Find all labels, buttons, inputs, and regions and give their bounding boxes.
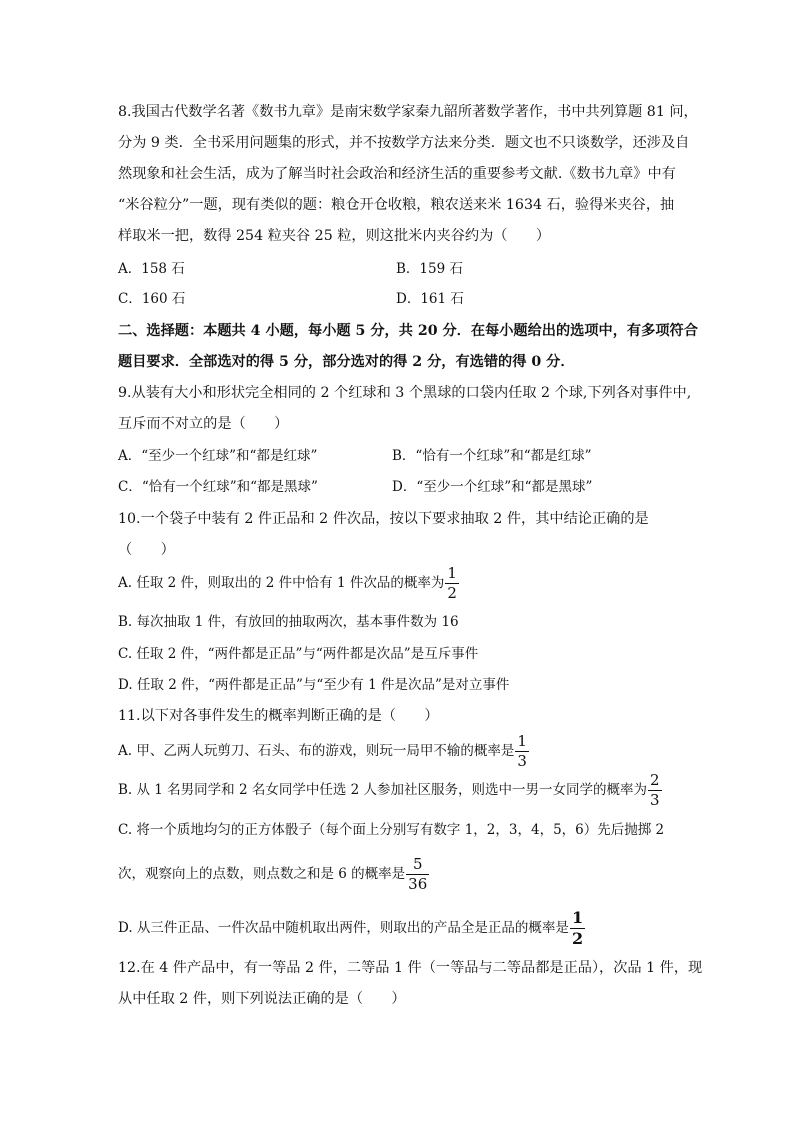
- q11-option-c-line-2: [118, 857, 430, 892]
- fraction-numerator: 5: [412, 855, 423, 873]
- q11-stem: 11.以下对各事件发生的概率判断正确的是（ ）: [118, 708, 439, 724]
- q11-option-d-text: D. 从三件正品、一件次品中随机取出两件，则取出的产品全是正品的概率是: [118, 920, 569, 936]
- q11-option-c-line-1: C. 将一个质地均匀的正方体骰子（每个面上分别写有数字 1，2，3，4，5，6）先后抛掷 2: [118, 822, 665, 838]
- q8-option-a: A．158 石: [118, 261, 185, 277]
- q10-option-b: B. 每次抽取 1 件，有放回的抽取两次，基本事件数为 16: [118, 614, 459, 630]
- q11-option-b-text: B. 从 1 名男同学和 2 名女同学中任选 2 人参加社区服务，则选中一男一女同学的概率为: [118, 782, 648, 798]
- fraction-denominator: 2: [571, 929, 584, 948]
- fraction-numerator: 1: [571, 908, 584, 927]
- q8-option-d: D．161 石: [396, 291, 464, 307]
- q8-line-5: 样取米一把，数得 254 粒夹谷 25 粒，则这批米内夹谷约为（ ）: [118, 228, 551, 244]
- q10-option-d: D. 任取 2 件，“两件都是正品”与“至少有 1 件是次品”是对立事件: [118, 677, 510, 693]
- fraction: [445, 566, 459, 601]
- q11-option-a: [118, 734, 530, 769]
- q11-option-c-text: 次，观察向上的点数，则点数之和是 6 的概率是: [118, 866, 406, 882]
- q9-line-2: 互斥而不对立的是（ ）: [118, 416, 289, 432]
- q12-line-2: 从中任取 2 件，则下列说法正确的是（ ）: [118, 991, 406, 1007]
- fraction-denominator: 3: [517, 752, 527, 770]
- fraction: [515, 734, 529, 769]
- fraction: [648, 773, 662, 808]
- q11-option-b: [118, 773, 663, 808]
- fraction: [570, 910, 585, 947]
- q10-line-2: （ ）: [118, 542, 175, 558]
- q11-option-d: [118, 910, 586, 947]
- fraction: [406, 857, 429, 892]
- q10-option-a-text: A. 任取 2 件，则取出的 2 件中恰有 1 件次品的概率为: [118, 575, 445, 591]
- q10-line-1: 10.一个袋子中装有 2 件正品和 2 件次品，按以下要求抽取 2 件，其中结论正确的是: [118, 511, 649, 527]
- q11-option-a-text: A. 甲、乙两人玩剪刀、石头、布的游戏，则玩一局甲不输的概率是: [118, 743, 515, 759]
- fraction-denominator: 36: [408, 875, 428, 893]
- q8-line-4: “米谷粒分”一题，现有类似的题：粮仓开仓收粮，粮农送来米 1634 石，验得米夹谷，抽: [118, 197, 675, 213]
- q9-option-d: D．“至少一个红球”和“都是黑球”: [392, 479, 593, 495]
- fraction-denominator: 2: [447, 584, 457, 602]
- q8-line-1: 8.我国古代数学名著《数书九章》是南宋数学家秦九韶所著数学著作，书中共列算题 81 问，: [118, 104, 698, 120]
- fraction-numerator: 1: [517, 732, 527, 750]
- q9-line-1: 9.从装有大小和形状完全相同的 2 个红球和 3 个黑球的口袋内任取 2 个球,下列各对事件中,: [118, 385, 692, 401]
- fraction-numerator: 1: [447, 564, 457, 582]
- q10-option-a: [118, 566, 460, 601]
- q8-line-3: 然现象和社会生活，成为了解当时社会政治和经济生活的重要参考文献.《数书九章》中有: [118, 166, 676, 182]
- q8-option-b: B．159 石: [396, 261, 463, 277]
- section2-heading-line-2: 题目要求．全部选对的得 5 分，部分选对的得 2 分，有选错的得 0 分．: [118, 354, 575, 370]
- section2-heading-line-1: 二、选择题：本题共 4 小题，每小题 5 分，共 20 分．在每小题给出的选项中，有多项符合: [118, 323, 698, 339]
- fraction-numerator: 2: [650, 771, 660, 789]
- q12-line-1: 12.在 4 件产品中，有一等品 2 件，二等品 1 件（一等品与二等品都是正品），次品 1 件，现: [118, 960, 703, 976]
- q8-option-c: C．160 石: [118, 291, 186, 307]
- q9-option-b: B．“恰有一个红球”和“都是红球”: [392, 448, 592, 464]
- fraction-denominator: 3: [650, 791, 660, 809]
- q10-option-c: C. 任取 2 件，“两件都是正品”与“两件都是次品”是互斥事件: [118, 646, 479, 662]
- q8-line-2: 分为 9 类．全书采用问题集的形式，并不按数学方法来分类．题文也不只谈数学，还涉及自: [118, 135, 690, 151]
- q9-option-c: C．“恰有一个红球”和“都是黑球”: [118, 479, 318, 495]
- q9-option-a: A．“至少一个红球”和“都是红球”: [118, 448, 318, 464]
